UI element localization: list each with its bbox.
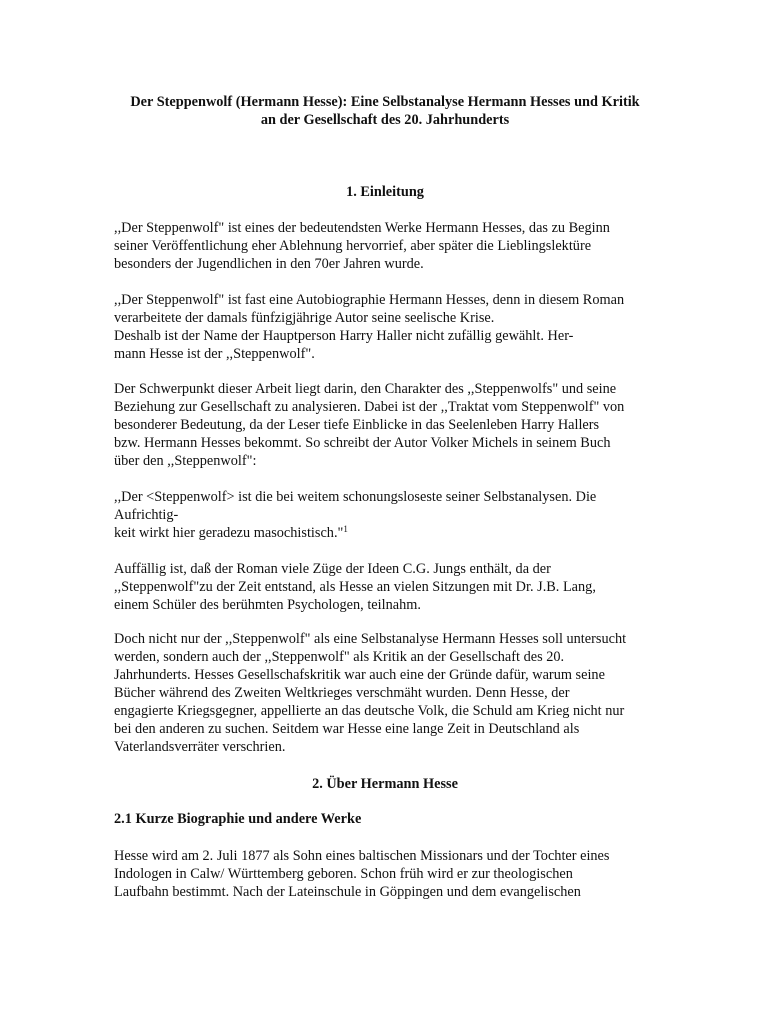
text-line: bzw. Hermann Hesses bekommt. So schreibt der Autor Volker Michels in seinem Buch	[114, 435, 611, 451]
title-line: an der Gesellschaft des 20. Jahrhunderts	[260, 112, 510, 128]
text-line: Der Schwerpunkt dieser Arbeit liegt darin, den Charakter des ,,Steppenwolfs" und seine	[114, 381, 617, 397]
text-line: über den ,,Steppenwolf":	[114, 453, 257, 469]
text-line: ,,Der Steppenwolf" ist eines der bedeutendsten Werke Hermann Hesses, das zu Beginn	[114, 220, 610, 236]
text-line: verarbeitete der damals fünfzigjährige Autor seine seelische Krise.	[114, 310, 495, 326]
text-line: Deshalb ist der Name der Hauptperson Harry Haller nicht zufällig gewählt. Her-	[114, 328, 574, 344]
paragraph-3	[114, 380, 674, 470]
text-line: Vaterlandsverräter verschrien.	[114, 739, 286, 755]
text-line: seiner Veröffentlichung eher Ablehnung hervorrief, aber später die Lieblingslektüre	[114, 238, 592, 254]
paragraph-1	[114, 219, 674, 273]
subsection-heading-biographie: 2.1 Kurze Biographie und andere Werke	[114, 811, 362, 827]
paragraph-6	[114, 630, 674, 756]
text-line: einem Schüler des berühmten Psychologen, teilnahm.	[114, 597, 421, 613]
paragraph-4-quote	[114, 488, 674, 542]
text-line: Doch nicht nur der ,,Steppenwolf" als eine Selbstanalyse Hermann Hesses soll untersucht	[114, 631, 627, 647]
text-line: Beziehung zur Gesellschaft zu analysieren. Dabei ist der ,,Traktat vom Steppenwolf" von	[114, 399, 625, 415]
text-line: ,,Der Steppenwolf" ist fast eine Autobiographie Hermann Hesses, denn in diesem Roman	[114, 292, 625, 308]
footnote-marker: 1	[343, 524, 348, 534]
text-line: ,,Steppenwolf"zu der Zeit entstand, als Hesse an vielen Sitzungen mit Dr. J.B. Lang,	[114, 579, 596, 595]
text-line: besonderer Bedeutung, da der Leser tiefe Einblicke in das Seelenleben Harry Hallers	[114, 417, 600, 433]
text-line: besonders der Jugendlichen in den 70er Jahren wurde.	[114, 256, 424, 272]
text-line: Auffällig ist, daß der Roman viele Züge der Ideen C.G. Jungs enthält, da der	[114, 561, 551, 577]
text-line: mann Hesse ist der ,,Steppenwolf".	[114, 346, 315, 362]
text-line: Aufrichtig-	[114, 507, 179, 523]
paragraph-7	[114, 847, 674, 901]
text-line: Laufbahn bestimmt. Nach der Lateinschule in Göppingen und dem evangelischen	[114, 884, 581, 900]
text-line: Jahrhunderts. Hesses Gesellschafskritik war auch eine der Gründe dafür, warum seine	[114, 667, 605, 683]
text-line: werden, sondern auch der ,,Steppenwolf" als Kritik an der Gesellschaft des 20.	[114, 649, 565, 665]
text-line: engagierte Kriegsgegner, appellierte an das deutsche Volk, die Schuld am Krieg nicht nur	[114, 703, 625, 719]
title-line: Der Steppenwolf (Hermann Hesse): Eine Selbstanalyse Hermann Hesses und Kritik	[130, 94, 640, 110]
section-heading-einleitung: 1. Einleitung	[346, 184, 424, 200]
text-line: Bücher während des Zweiten Weltkrieges verschmäht wurden. Denn Hesse, der	[114, 685, 570, 701]
text-line: ,,Der <Steppenwolf> ist die bei weitem schonungsloseste seiner Selbstanalysen. Die	[114, 489, 597, 505]
text-line: Hesse wird am 2. Juli 1877 als Sohn eines baltischen Missionars und der Tochter eines	[114, 848, 610, 864]
quote-text: keit wirkt hier geradezu masochistisch."	[114, 525, 344, 541]
text-line: bei den anderen zu suchen. Seitdem war Hesse eine lange Zeit in Deutschland als	[114, 721, 580, 737]
paragraph-2	[114, 291, 674, 363]
document-title	[60, 93, 710, 129]
text-line	[114, 524, 674, 542]
section-heading-ueber-hesse: 2. Über Hermann Hesse	[312, 776, 458, 792]
paragraph-5	[114, 560, 674, 614]
text-line: Indologen in Calw/ Württemberg geboren. Schon früh wird er zur theologischen	[114, 866, 573, 882]
